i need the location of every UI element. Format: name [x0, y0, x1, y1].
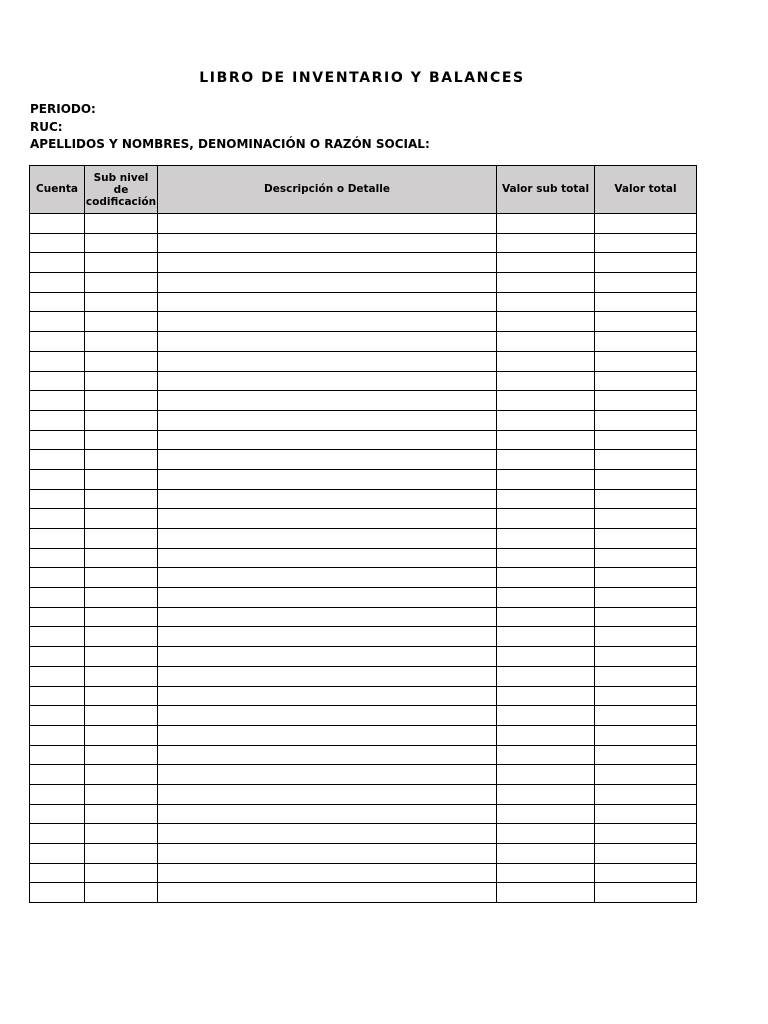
table-cell-valor_total[interactable]: [595, 391, 697, 411]
table-cell-valor_sub_total[interactable]: [497, 214, 595, 234]
table-cell-valor_total[interactable]: [595, 410, 697, 430]
table-cell-descripcion[interactable]: [158, 410, 497, 430]
table-cell-descripcion[interactable]: [158, 332, 497, 352]
table-cell-subnivel[interactable]: [85, 371, 158, 391]
table-cell-valor_sub_total[interactable]: [497, 804, 595, 824]
table-cell-valor_total[interactable]: [595, 784, 697, 804]
table-cell-subnivel[interactable]: [85, 765, 158, 785]
table-cell-cuenta[interactable]: [30, 351, 85, 371]
column-header-valor-total: Valor total: [595, 166, 697, 214]
table-cell-valor_sub_total[interactable]: [497, 725, 595, 745]
table-cell-cuenta[interactable]: [30, 489, 85, 509]
table-cell-subnivel[interactable]: [85, 666, 158, 686]
table-cell-subnivel[interactable]: [85, 706, 158, 726]
table-cell-valor_sub_total[interactable]: [497, 607, 595, 627]
table-cell-subnivel[interactable]: [85, 332, 158, 352]
table-cell-descripcion[interactable]: [158, 351, 497, 371]
table-cell-cuenta[interactable]: [30, 410, 85, 430]
table-cell-valor_total[interactable]: [595, 450, 697, 470]
table-cell-subnivel[interactable]: [85, 430, 158, 450]
table-cell-descripcion[interactable]: [158, 844, 497, 864]
table-cell-valor_sub_total[interactable]: [497, 745, 595, 765]
table-row: [30, 666, 697, 686]
table-row: [30, 292, 697, 312]
table-cell-cuenta[interactable]: [30, 647, 85, 667]
table-row: [30, 312, 697, 332]
table-cell-subnivel[interactable]: [85, 410, 158, 430]
table-cell-cuenta[interactable]: [30, 607, 85, 627]
table-cell-descripcion[interactable]: [158, 883, 497, 903]
table-cell-valor_total[interactable]: [595, 844, 697, 864]
table-row: [30, 489, 697, 509]
table-cell-cuenta[interactable]: [30, 568, 85, 588]
table-cell-cuenta[interactable]: [30, 529, 85, 549]
table-cell-cuenta[interactable]: [30, 548, 85, 568]
table-row: [30, 706, 697, 726]
table-cell-valor_sub_total[interactable]: [497, 233, 595, 253]
table-cell-valor_total[interactable]: [595, 725, 697, 745]
table-cell-descripcion[interactable]: [158, 529, 497, 549]
table-cell-cuenta[interactable]: [30, 509, 85, 529]
table-row: [30, 627, 697, 647]
column-header-subnivel-line1: Sub nivel de: [93, 171, 149, 196]
table-cell-cuenta[interactable]: [30, 804, 85, 824]
table-cell-valor_sub_total[interactable]: [497, 548, 595, 568]
table-cell-valor_sub_total[interactable]: [497, 765, 595, 785]
table-cell-subnivel[interactable]: [85, 824, 158, 844]
table-cell-cuenta[interactable]: [30, 391, 85, 411]
table-row: [30, 647, 697, 667]
table-cell-descripcion[interactable]: [158, 568, 497, 588]
table-cell-descripcion[interactable]: [158, 765, 497, 785]
table-row: [30, 863, 697, 883]
table-cell-subnivel[interactable]: [85, 509, 158, 529]
table-cell-valor_sub_total[interactable]: [497, 844, 595, 864]
table-row: [30, 804, 697, 824]
table-cell-descripcion[interactable]: [158, 548, 497, 568]
table-cell-subnivel[interactable]: [85, 883, 158, 903]
table-row: [30, 745, 697, 765]
table-cell-valor_sub_total[interactable]: [497, 391, 595, 411]
table-row: [30, 784, 697, 804]
table-cell-descripcion[interactable]: [158, 371, 497, 391]
table-cell-valor_total[interactable]: [595, 745, 697, 765]
table-row: [30, 273, 697, 293]
table-cell-valor_sub_total[interactable]: [497, 686, 595, 706]
table-cell-cuenta[interactable]: [30, 450, 85, 470]
table-cell-subnivel[interactable]: [85, 489, 158, 509]
table-cell-subnivel[interactable]: [85, 844, 158, 864]
table-cell-descripcion[interactable]: [158, 647, 497, 667]
table-row: [30, 568, 697, 588]
table-cell-subnivel[interactable]: [85, 725, 158, 745]
table-cell-valor_sub_total[interactable]: [497, 647, 595, 667]
table-cell-valor_sub_total[interactable]: [497, 568, 595, 588]
table-row: [30, 253, 697, 273]
table-cell-descripcion[interactable]: [158, 824, 497, 844]
table-cell-valor_sub_total[interactable]: [497, 824, 595, 844]
table-cell-subnivel[interactable]: [85, 273, 158, 293]
table-cell-cuenta[interactable]: [30, 430, 85, 450]
table-cell-descripcion[interactable]: [158, 233, 497, 253]
table-row: [30, 509, 697, 529]
table-cell-cuenta[interactable]: [30, 784, 85, 804]
table-cell-cuenta[interactable]: [30, 627, 85, 647]
table-cell-descripcion[interactable]: [158, 489, 497, 509]
table-cell-descripcion[interactable]: [158, 863, 497, 883]
column-header-descripcion: Descripción o Detalle: [158, 166, 497, 214]
table-cell-valor_sub_total[interactable]: [497, 430, 595, 450]
table-cell-subnivel[interactable]: [85, 469, 158, 489]
table-cell-valor_total[interactable]: [595, 627, 697, 647]
table-row: [30, 588, 697, 608]
table-cell-descripcion[interactable]: [158, 784, 497, 804]
table-cell-descripcion[interactable]: [158, 607, 497, 627]
table-cell-valor_sub_total[interactable]: [497, 332, 595, 352]
table-cell-subnivel[interactable]: [85, 351, 158, 371]
table-cell-subnivel[interactable]: [85, 784, 158, 804]
table-cell-valor_sub_total[interactable]: [497, 863, 595, 883]
table-cell-valor_total[interactable]: [595, 469, 697, 489]
table-cell-subnivel[interactable]: [85, 450, 158, 470]
table-cell-valor_total[interactable]: [595, 214, 697, 234]
table-cell-cuenta[interactable]: [30, 824, 85, 844]
table-row: [30, 725, 697, 745]
table-cell-cuenta[interactable]: [30, 765, 85, 785]
column-header-subnivel: [85, 166, 158, 214]
table-row: [30, 450, 697, 470]
table-cell-descripcion[interactable]: [158, 588, 497, 608]
table-row: [30, 883, 697, 903]
table-cell-subnivel[interactable]: [85, 627, 158, 647]
table-cell-valor_sub_total[interactable]: [497, 253, 595, 273]
table-row: [30, 430, 697, 450]
table-cell-valor_sub_total[interactable]: [497, 784, 595, 804]
table-cell-valor_sub_total[interactable]: [497, 883, 595, 903]
table-cell-valor_sub_total[interactable]: [497, 469, 595, 489]
table-cell-cuenta[interactable]: [30, 725, 85, 745]
table-cell-valor_total[interactable]: [595, 292, 697, 312]
table-row: [30, 607, 697, 627]
table-cell-valor_sub_total[interactable]: [497, 312, 595, 332]
table-cell-descripcion[interactable]: [158, 706, 497, 726]
table-cell-valor_total[interactable]: [595, 351, 697, 371]
table-cell-cuenta[interactable]: [30, 588, 85, 608]
table-cell-cuenta[interactable]: [30, 863, 85, 883]
table-cell-descripcion[interactable]: [158, 509, 497, 529]
table-row: [30, 332, 697, 352]
table-cell-valor_sub_total[interactable]: [497, 273, 595, 293]
table-row: [30, 844, 697, 864]
table-cell-valor_sub_total[interactable]: [497, 706, 595, 726]
table-cell-valor_total[interactable]: [595, 568, 697, 588]
table-header: [30, 166, 697, 214]
table-row: [30, 351, 697, 371]
table-cell-descripcion[interactable]: [158, 450, 497, 470]
table-cell-valor_sub_total[interactable]: [497, 529, 595, 549]
table-cell-cuenta[interactable]: [30, 371, 85, 391]
table-cell-cuenta[interactable]: [30, 233, 85, 253]
table-cell-subnivel[interactable]: [85, 647, 158, 667]
table-cell-cuenta[interactable]: [30, 214, 85, 234]
table-cell-descripcion[interactable]: [158, 725, 497, 745]
table-cell-valor_sub_total[interactable]: [497, 410, 595, 430]
razon-social-label: APELLIDOS Y NOMBRES, DENOMINACIÓN O RAZÓN SOCIAL:: [30, 137, 430, 151]
table-cell-subnivel[interactable]: [85, 391, 158, 411]
table-row: [30, 233, 697, 253]
table-cell-cuenta[interactable]: [30, 312, 85, 332]
table-cell-descripcion[interactable]: [158, 666, 497, 686]
table-cell-valor_total[interactable]: [595, 706, 697, 726]
table-cell-cuenta[interactable]: [30, 332, 85, 352]
document-title: LIBRO DE INVENTARIO Y BALANCES: [199, 70, 525, 86]
table-cell-valor_total[interactable]: [595, 273, 697, 293]
inventario-table: [29, 165, 697, 903]
table-cell-descripcion[interactable]: [158, 686, 497, 706]
table-cell-descripcion[interactable]: [158, 627, 497, 647]
table-cell-subnivel[interactable]: [85, 253, 158, 273]
table-cell-valor_total[interactable]: [595, 588, 697, 608]
table-cell-valor_total[interactable]: [595, 430, 697, 450]
table-cell-subnivel[interactable]: [85, 686, 158, 706]
table-cell-cuenta[interactable]: [30, 273, 85, 293]
table-cell-descripcion[interactable]: [158, 391, 497, 411]
table-cell-valor_total[interactable]: [595, 883, 697, 903]
periodo-label: PERIODO:: [30, 102, 96, 116]
table-cell-valor_total[interactable]: [595, 804, 697, 824]
table-cell-valor_sub_total[interactable]: [497, 292, 595, 312]
table-cell-subnivel[interactable]: [85, 312, 158, 332]
table-cell-valor_total[interactable]: [595, 765, 697, 785]
table-cell-valor_total[interactable]: [595, 686, 697, 706]
table-row: [30, 529, 697, 549]
table-cell-valor_total[interactable]: [595, 233, 697, 253]
table-cell-cuenta[interactable]: [30, 844, 85, 864]
table-row: [30, 548, 697, 568]
table-cell-valor_sub_total[interactable]: [497, 509, 595, 529]
table-cell-subnivel[interactable]: [85, 568, 158, 588]
table-row: [30, 214, 697, 234]
table-cell-valor_total[interactable]: [595, 509, 697, 529]
table-cell-valor_total[interactable]: [595, 371, 697, 391]
table-cell-valor_sub_total[interactable]: [497, 588, 595, 608]
table-cell-valor_total[interactable]: [595, 666, 697, 686]
table-cell-valor_sub_total[interactable]: [497, 627, 595, 647]
table-row: [30, 371, 697, 391]
table-cell-cuenta[interactable]: [30, 469, 85, 489]
table-cell-valor_sub_total[interactable]: [497, 351, 595, 371]
table-cell-descripcion[interactable]: [158, 469, 497, 489]
table-cell-descripcion[interactable]: [158, 312, 497, 332]
table-row: [30, 686, 697, 706]
table-body: [30, 214, 697, 903]
table-row: [30, 469, 697, 489]
table-cell-valor_total[interactable]: [595, 312, 697, 332]
table-cell-descripcion[interactable]: [158, 292, 497, 312]
table-cell-descripcion[interactable]: [158, 745, 497, 765]
column-header-subnivel-line2: codificación: [85, 195, 157, 208]
table-cell-subnivel[interactable]: [85, 214, 158, 234]
table-row: [30, 391, 697, 411]
table-cell-cuenta[interactable]: [30, 745, 85, 765]
table-cell-subnivel[interactable]: [85, 745, 158, 765]
table-cell-cuenta[interactable]: [30, 706, 85, 726]
table-cell-valor_total[interactable]: [595, 607, 697, 627]
table-cell-subnivel[interactable]: [85, 804, 158, 824]
table-row: [30, 765, 697, 785]
table-cell-valor_total[interactable]: [595, 863, 697, 883]
table-cell-valor_total[interactable]: [595, 824, 697, 844]
table-cell-valor_sub_total[interactable]: [497, 666, 595, 686]
table-cell-valor_total[interactable]: [595, 548, 697, 568]
table-cell-valor_total[interactable]: [595, 332, 697, 352]
table-cell-cuenta[interactable]: [30, 292, 85, 312]
table-cell-cuenta[interactable]: [30, 686, 85, 706]
table-cell-cuenta[interactable]: [30, 666, 85, 686]
table-cell-descripcion[interactable]: [158, 214, 497, 234]
table-cell-valor_sub_total[interactable]: [497, 450, 595, 470]
table-cell-valor_total[interactable]: [595, 647, 697, 667]
table-row: [30, 410, 697, 430]
table-cell-valor_total[interactable]: [595, 489, 697, 509]
table-cell-valor_sub_total[interactable]: [497, 371, 595, 391]
table-cell-valor_total[interactable]: [595, 253, 697, 273]
table-cell-subnivel[interactable]: [85, 292, 158, 312]
table-cell-subnivel[interactable]: [85, 233, 158, 253]
table-cell-descripcion[interactable]: [158, 430, 497, 450]
column-header-cuenta: Cuenta: [30, 166, 85, 214]
table-cell-descripcion[interactable]: [158, 253, 497, 273]
table-cell-subnivel[interactable]: [85, 863, 158, 883]
table-cell-subnivel[interactable]: [85, 529, 158, 549]
column-header-valor-sub-total: Valor sub total: [497, 166, 595, 214]
table-cell-valor_sub_total[interactable]: [497, 489, 595, 509]
table-cell-subnivel[interactable]: [85, 588, 158, 608]
table-cell-cuenta[interactable]: [30, 883, 85, 903]
table-header-row: [30, 166, 697, 214]
table-cell-subnivel[interactable]: [85, 548, 158, 568]
table-cell-cuenta[interactable]: [30, 253, 85, 273]
table-cell-valor_total[interactable]: [595, 529, 697, 549]
table-cell-descripcion[interactable]: [158, 273, 497, 293]
table-cell-subnivel[interactable]: [85, 607, 158, 627]
table-row: [30, 824, 697, 844]
ruc-label: RUC:: [30, 120, 63, 134]
table-cell-descripcion[interactable]: [158, 804, 497, 824]
